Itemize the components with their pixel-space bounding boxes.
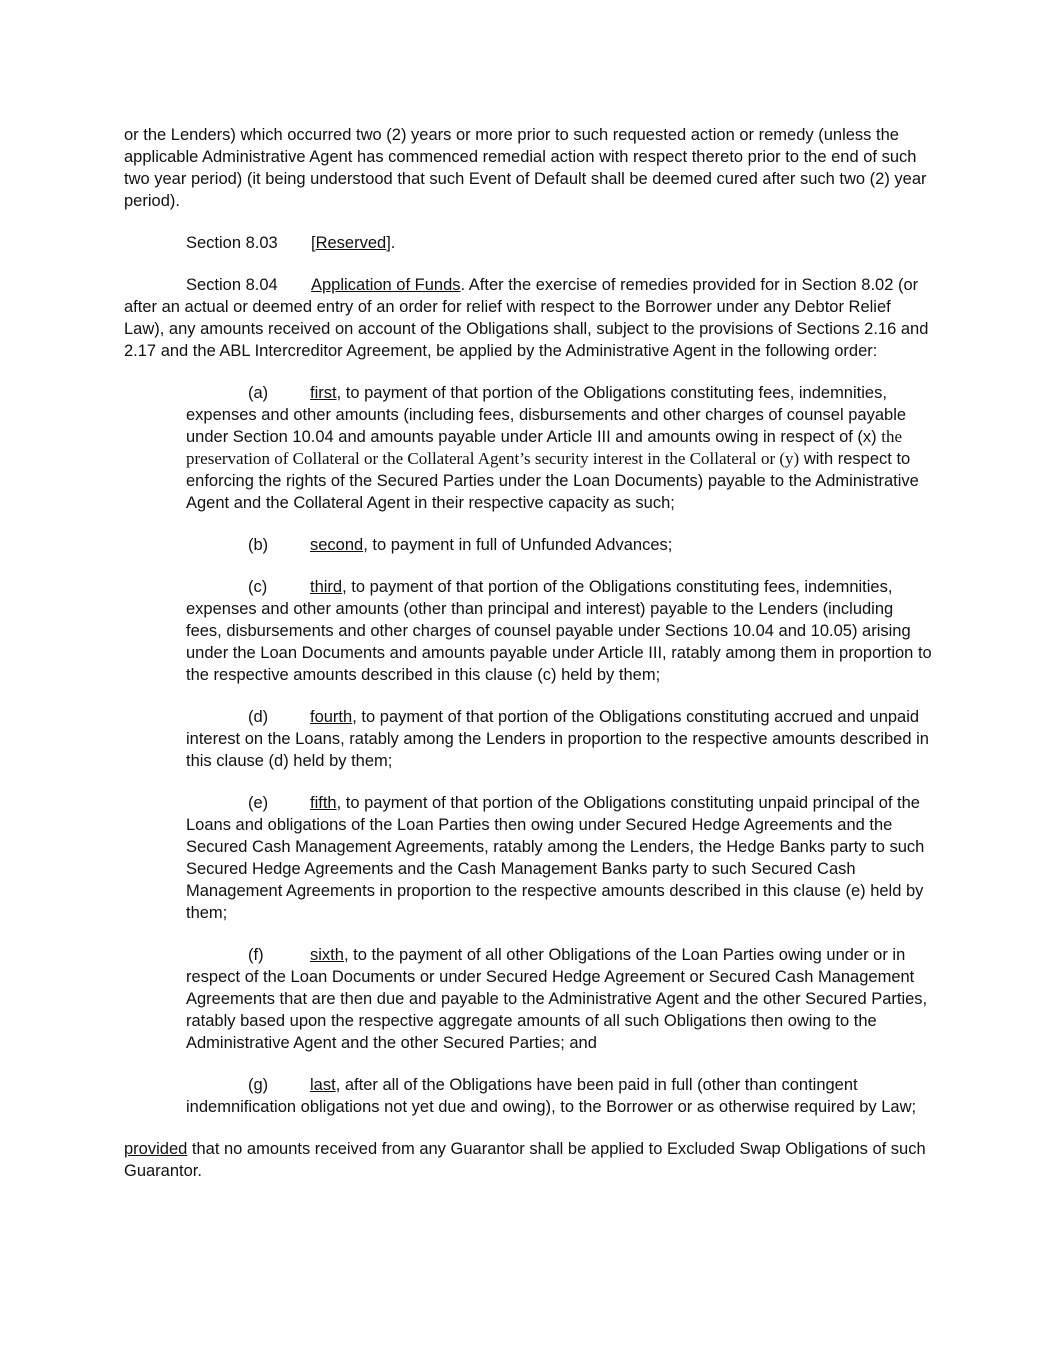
- section-8-04-number: Section 8.04: [186, 276, 278, 294]
- intro-paragraph: [124, 124, 932, 212]
- section-8-04: [124, 274, 932, 362]
- clause-g-text: , after all of the Obligations have been paid in full (other than contingent indemnification obligations not yet due and owing), to the Borrower or as otherwise required by Law;: [186, 1076, 917, 1116]
- section-8-03-bracket-close: ].: [386, 234, 396, 252]
- clause-d-text: , to payment of that portion of the Obligations constituting accrued and unpaid interest on the Loans, ratably among the Lenders in proportion to the respective amounts described in this clause (d) held by them;: [186, 708, 929, 770]
- clause-a-label: (a): [248, 384, 269, 402]
- document-page: [124, 124, 932, 1202]
- clause-b-keyword: second: [310, 536, 364, 554]
- section-8-03-number: Section 8.03: [186, 234, 278, 252]
- proviso-keyword: provided: [124, 1140, 188, 1158]
- clause-c: [186, 576, 932, 686]
- clause-e-text: , to payment of that portion of the Obligations constituting unpaid principal of the Loans and obligations of the Loan Parties then owing under Secured Hedge Agreements and the Secured Cash Management Agreements, ratably among the Lenders, the Hedge Banks party to such Secured Hedge Agreements and the Cash Management Banks party to such Secured Cash Management Agreements in proportion to the respective amounts described in this clause (e) held by them;: [186, 794, 925, 922]
- proviso-text: that no amounts received from any Guarantor shall be applied to Excluded Swap Obligations of such Guarantor.: [124, 1140, 926, 1180]
- clause-b-label: (b): [248, 536, 269, 554]
- clause-g-keyword: last: [310, 1076, 336, 1094]
- clause-e-keyword: fifth: [310, 794, 337, 812]
- clause-c-keyword: third: [310, 578, 343, 596]
- clause-c-label: (c): [248, 578, 268, 596]
- clause-f-keyword: sixth: [310, 946, 344, 964]
- clause-c-text: , to payment of that portion of the Obligations constituting fees, indemnities, expenses and other amounts (other than principal and interest) payable to the Lenders (including fees, disbursements and other charges of counsel payable under Sections 10.04 and 10.05) arising under the Loan Documents and amounts payable under Article III, ratably among them in proportion to the respective amounts described in this clause (c) held by them;: [186, 578, 932, 684]
- clause-a-text-tail: with respect to enforcing the rights of the Secured Parties under the Loan Documents) payable to the Administrative Agent and the Collateral Agent in their respective capacity as such;: [186, 450, 919, 512]
- clause-f-label: (f): [248, 946, 264, 964]
- clause-f-text: , to the payment of all other Obligations of the Loan Parties owing under or in respect of the Loan Documents or under Secured Hedge Agreement or Secured Cash Management Agreements that are then due and payable to the Administrative Agent and the other Secured Parties, ratably based upon the respective aggregate amounts of all such Obligations then owing to the Administrative Agent and the other Secured Parties; and: [186, 946, 928, 1052]
- clause-a-serif-text: the preservation of Collateral or the Collateral Agent’s security interest in the Collateral or (y): [186, 427, 903, 468]
- intro-text: or the Lenders) which occurred two (2) years or more prior to such requested action or remedy (unless the applicable Administrative Agent has commenced remedial action with respect thereto prior to the end of such two year period) (it being understood that such Event of Default shall be deemed cured after such two (2) year period).: [124, 126, 927, 210]
- section-8-03-bracket-open: [: [311, 234, 316, 252]
- clause-b-text: , to payment in full of Unfunded Advances;: [363, 536, 673, 554]
- clause-b: [186, 534, 932, 556]
- clause-g: [186, 1074, 932, 1118]
- clause-d-keyword: fourth: [310, 708, 353, 726]
- clause-g-label: (g): [248, 1076, 269, 1094]
- clause-e: [186, 792, 932, 924]
- clause-e-label: (e): [248, 794, 269, 812]
- section-8-04-body: . After the exercise of remedies provided for in Section 8.02 (or after an actual or deemed entry of an order for relief with respect to the Borrower under any Debtor Relief Law), any amounts received on account of the Obligations shall, subject to the provisions of Sections 2.16 and 2.17 and the ABL Intercreditor Agreement, be applied by the Administrative Agent in the following order:: [124, 276, 929, 360]
- section-8-03-title: Reserved: [315, 234, 387, 252]
- clause-a-text: , to payment of that portion of the Obligations constituting fees, indemnities, expenses and other amounts (including fees, disbursements and other charges of counsel payable under Section 10.04 and amounts payable under Article III and amounts owing in respect of (x): [186, 384, 907, 446]
- section-8-04-title: Application of Funds: [311, 276, 461, 294]
- proviso-paragraph: [124, 1138, 932, 1182]
- section-8-03: [124, 232, 932, 254]
- clause-d: [186, 706, 932, 772]
- clause-d-label: (d): [248, 708, 269, 726]
- clause-a-keyword: first: [310, 384, 337, 402]
- clause-f: [186, 944, 932, 1054]
- clause-a: [186, 382, 932, 514]
